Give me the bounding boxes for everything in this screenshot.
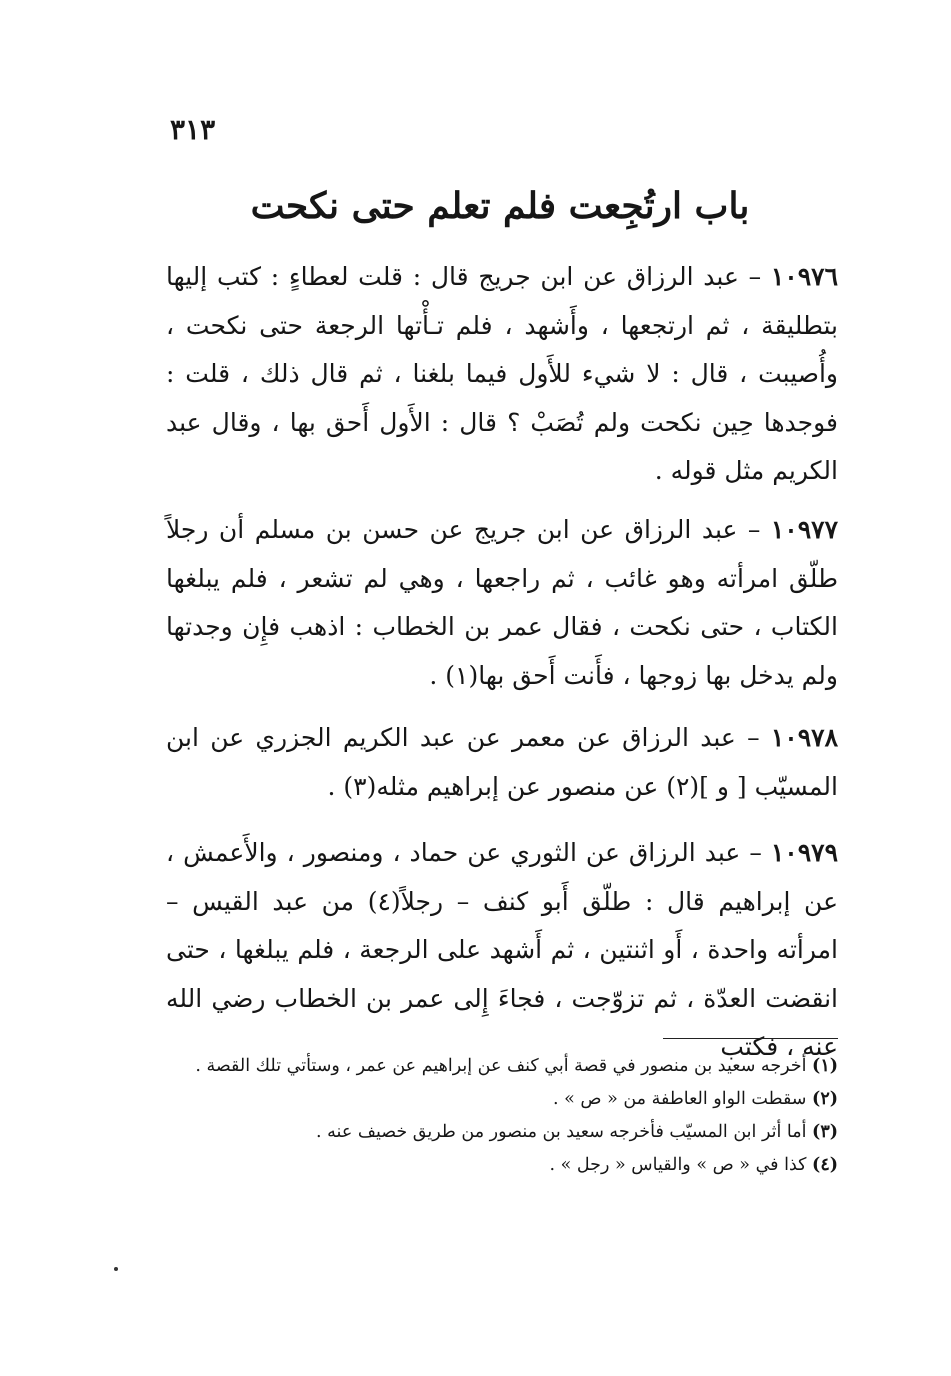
- chapter-title: باب ارتُجِعت فلم تعلم حتى نكحت: [250, 185, 750, 227]
- hadith-text: – عبد الرزاق عن معمر عن عبد الكريم الجزري عن ابن المسيّب [ و ](٢) عن منصور عن إبراهيم مثله(٣) .: [166, 723, 838, 801]
- footnote-text: كذا في « ص » والقياس « رجل » .: [549, 1155, 813, 1175]
- footnote-mark: (٢): [812, 1089, 838, 1109]
- scan-speck: [114, 1267, 118, 1271]
- footnote-2: [166, 1083, 838, 1116]
- hadith-10977: [166, 506, 838, 700]
- footnotes: [166, 1050, 838, 1182]
- footnote-divider: [663, 1038, 838, 1039]
- footnote-mark: (٣): [812, 1122, 838, 1142]
- hadith-10978: [166, 714, 838, 811]
- footnote-text: أما أثر ابن المسيّب فأخرجه سعيد بن منصور من طريق خصيف عنه .: [316, 1122, 813, 1142]
- footnote-4: [166, 1149, 838, 1182]
- hadith-number: ١٠٩٧٦: [770, 262, 838, 291]
- hadith-number: ١٠٩٧٧: [770, 515, 838, 544]
- hadith-text: – عبد الرزاق عن الثوري عن حماد ، ومنصور ، والأَعمش ، عن إبراهيم قال : طلّق أَبو كنف – رجلاً(٤) من عبد القيس – امرأته واحدة ، أَو اثنتين ، ثم أَشهد على الرجعة ، فلم يبلغها ، حتى انقضت العدّة ، ثم تزوّجت ، فجاءَ إِلى عمر بن الخطاب رضي الله عنه ، فكتب: [166, 838, 838, 1061]
- hadith-10976: [166, 253, 838, 496]
- page-number: ٣١٣: [170, 113, 216, 146]
- footnote-text: سقطت الواو العاطفة من « ص » .: [552, 1089, 813, 1109]
- hadith-text: – عبد الرزاق عن ابن جريج قال : قلت لعطاءٍ : كتب إليها بتطليقة ، ثم ارتجعها ، وأَشهد ، فلم تـأْتها الرجعة حتى نكحت ، وأُصيبت ، قال : لا شيء للأَول فيما بلغنا ، ثم قال ذلك ، قلت : فوجدها حِين نكحت ولم تُصَبْ ؟ قال : الأَول أَحق بها ، وقال عبد الكريم مثل قوله .: [166, 262, 838, 485]
- hadith-text: – عبد الرزاق عن ابن جريج عن حسن بن مسلم أن رجلاً طلّق امرأته وهو غائب ، ثم راجعها ، وهي لم تشعر ، فلم يبلغها الكتاب ، حتى نكحت ، فقال عمر بن الخطاب : اذهب فإِن وجدتها ولم يدخل بها زوجها ، فأَنت أَحق بها(١) .: [166, 515, 838, 690]
- footnote-3: [166, 1116, 838, 1149]
- hadith-number: ١٠٩٧٩: [770, 838, 838, 867]
- footnote-mark: (١): [812, 1056, 838, 1076]
- footnote-1: [166, 1050, 838, 1083]
- hadith-number: ١٠٩٧٨: [770, 723, 838, 752]
- footnote-text: أخرجه سعيد بن منصور في قصة أبي كنف عن إبراهيم عن عمر ، وستأتي تلك القصة .: [195, 1056, 813, 1076]
- footnote-mark: (٤): [812, 1155, 838, 1175]
- hadith-10979: [166, 829, 838, 1072]
